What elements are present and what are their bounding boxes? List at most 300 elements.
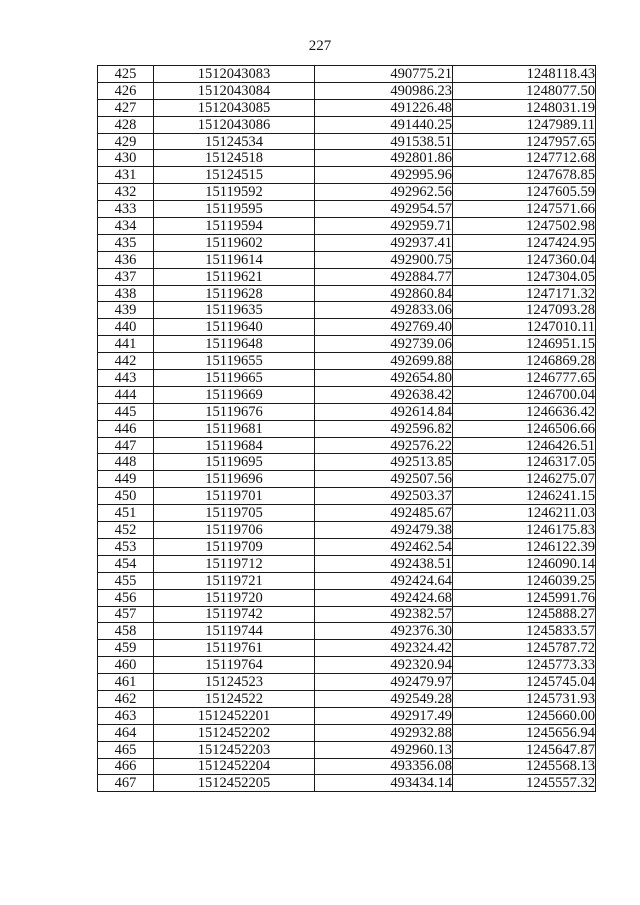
x-coordinate-value: 492833.06	[390, 302, 452, 319]
x-coordinate-cell	[315, 572, 453, 589]
x-coordinate-cell	[315, 741, 453, 758]
table-row	[98, 640, 596, 657]
point-id-cell: 1512043083	[154, 66, 315, 83]
y-coordinate-value: 1248077.50	[526, 82, 595, 99]
point-number-cell: 437	[98, 268, 154, 285]
x-coordinate-value: 492739.06	[390, 336, 452, 353]
y-coordinate-cell	[453, 353, 596, 370]
point-number-cell: 443	[98, 370, 154, 387]
x-coordinate-cell	[315, 167, 453, 184]
y-coordinate-value: 1246951.15	[526, 336, 595, 353]
x-coordinate-value: 492654.80	[390, 369, 452, 386]
x-coordinate-cell	[315, 184, 453, 201]
point-id-cell: 15119720	[154, 589, 315, 606]
table-row	[98, 234, 596, 251]
point-id-cell: 15119742	[154, 606, 315, 623]
table-row	[98, 538, 596, 555]
x-coordinate-value: 492324.42	[390, 640, 452, 657]
table-row	[98, 370, 596, 387]
x-coordinate-cell	[315, 657, 453, 674]
point-number-cell: 452	[98, 522, 154, 539]
x-coordinate-value: 492376.30	[390, 623, 452, 640]
y-coordinate-value: 1247605.59	[526, 184, 595, 201]
point-id-cell: 15124515	[154, 167, 315, 184]
y-coordinate-value: 1245787.72	[526, 640, 595, 657]
point-id-cell: 1512452201	[154, 707, 315, 724]
y-coordinate-cell	[453, 184, 596, 201]
x-coordinate-value: 492932.88	[390, 724, 452, 741]
point-number-cell: 433	[98, 201, 154, 218]
y-coordinate-cell	[453, 775, 596, 792]
y-coordinate-cell	[453, 555, 596, 572]
x-coordinate-cell	[315, 555, 453, 572]
y-coordinate-value: 1245745.04	[526, 674, 595, 690]
table-row	[98, 758, 596, 775]
x-coordinate-cell	[315, 690, 453, 707]
x-coordinate-value: 492954.57	[390, 201, 452, 218]
table-row	[98, 116, 596, 133]
x-coordinate-value: 492960.13	[390, 741, 452, 758]
y-coordinate-cell	[453, 386, 596, 403]
table-row	[98, 285, 596, 302]
y-coordinate-value: 1246039.25	[526, 572, 595, 589]
x-coordinate-value: 492576.22	[390, 437, 452, 454]
y-coordinate-cell	[453, 285, 596, 302]
y-coordinate-value: 1247957.65	[526, 133, 595, 150]
point-number-cell: 450	[98, 488, 154, 505]
point-number-cell: 427	[98, 99, 154, 116]
y-coordinate-cell	[453, 505, 596, 522]
y-coordinate-value: 1247360.04	[526, 251, 595, 268]
table-row	[98, 133, 596, 150]
table-row	[98, 336, 596, 353]
y-coordinate-value: 1246869.28	[526, 353, 595, 370]
y-coordinate-value: 1247712.68	[526, 150, 595, 167]
point-id-cell: 15119621	[154, 268, 315, 285]
point-id-cell: 15119602	[154, 234, 315, 251]
y-coordinate-cell	[453, 403, 596, 420]
y-coordinate-value: 1245647.87	[526, 741, 595, 758]
y-coordinate-cell	[453, 640, 596, 657]
table-row	[98, 66, 596, 83]
y-coordinate-cell	[453, 234, 596, 251]
y-coordinate-value: 1246426.51	[526, 437, 595, 454]
table-row	[98, 403, 596, 420]
y-coordinate-value: 1248031.19	[526, 99, 595, 116]
table-row	[98, 657, 596, 674]
x-coordinate-cell	[315, 538, 453, 555]
x-coordinate-value: 492549.28	[390, 690, 452, 707]
y-coordinate-value: 1246317.05	[526, 454, 595, 471]
point-number-cell: 447	[98, 437, 154, 454]
point-id-cell: 1512452205	[154, 775, 315, 792]
x-coordinate-cell	[315, 623, 453, 640]
coordinates-table	[97, 65, 596, 792]
x-coordinate-value: 492769.40	[390, 319, 452, 336]
y-coordinate-cell	[453, 133, 596, 150]
x-coordinate-value: 492479.97	[390, 674, 452, 690]
point-number-cell: 435	[98, 234, 154, 251]
y-coordinate-cell	[453, 623, 596, 640]
y-coordinate-cell	[453, 82, 596, 99]
x-coordinate-cell	[315, 201, 453, 218]
x-coordinate-cell	[315, 589, 453, 606]
x-coordinate-value: 492884.77	[390, 268, 452, 285]
y-coordinate-value: 1246175.83	[526, 521, 595, 538]
x-coordinate-cell	[315, 471, 453, 488]
x-coordinate-cell	[315, 150, 453, 167]
point-number-cell: 426	[98, 82, 154, 99]
x-coordinate-cell	[315, 336, 453, 353]
y-coordinate-cell	[453, 268, 596, 285]
y-coordinate-value: 1247304.05	[526, 268, 595, 285]
point-id-cell: 15119761	[154, 640, 315, 657]
y-coordinate-cell	[453, 690, 596, 707]
y-coordinate-cell	[453, 758, 596, 775]
x-coordinate-cell	[315, 99, 453, 116]
x-coordinate-value: 492900.75	[390, 251, 452, 268]
y-coordinate-cell	[453, 589, 596, 606]
x-coordinate-value: 492937.41	[390, 234, 452, 251]
x-coordinate-value: 492614.84	[390, 403, 452, 420]
y-coordinate-value: 1245731.93	[526, 690, 595, 707]
x-coordinate-value: 492962.56	[390, 184, 452, 201]
y-coordinate-cell	[453, 454, 596, 471]
table-row	[98, 99, 596, 116]
y-coordinate-cell	[453, 218, 596, 235]
x-coordinate-cell	[315, 724, 453, 741]
y-coordinate-cell	[453, 99, 596, 116]
point-id-cell: 1512452204	[154, 758, 315, 775]
y-coordinate-cell	[453, 336, 596, 353]
point-number-cell: 459	[98, 640, 154, 657]
x-coordinate-cell	[315, 437, 453, 454]
page-number: 227	[308, 38, 332, 54]
table-row	[98, 420, 596, 437]
table-row	[98, 707, 596, 724]
y-coordinate-value: 1247424.95	[526, 234, 595, 251]
point-number-cell: 438	[98, 285, 154, 302]
point-number-cell: 461	[98, 674, 154, 691]
x-coordinate-value: 493434.14	[390, 775, 452, 792]
point-number-cell: 462	[98, 690, 154, 707]
x-coordinate-cell	[315, 251, 453, 268]
x-coordinate-value: 492959.71	[390, 217, 452, 234]
point-number-cell: 453	[98, 538, 154, 555]
x-coordinate-cell	[315, 353, 453, 370]
point-id-cell: 1512452203	[154, 741, 315, 758]
point-id-cell: 15119705	[154, 505, 315, 522]
point-id-cell: 15119706	[154, 522, 315, 539]
x-coordinate-cell	[315, 420, 453, 437]
point-number-cell: 428	[98, 116, 154, 133]
point-id-cell: 15119744	[154, 623, 315, 640]
point-id-cell: 15119721	[154, 572, 315, 589]
point-id-cell: 15119712	[154, 555, 315, 572]
x-coordinate-value: 492438.51	[390, 555, 452, 572]
point-number-cell: 456	[98, 589, 154, 606]
x-coordinate-value: 491226.48	[390, 99, 452, 116]
table-row	[98, 218, 596, 235]
x-coordinate-cell	[315, 674, 453, 691]
point-id-cell: 15124534	[154, 133, 315, 150]
x-coordinate-value: 492424.64	[390, 572, 452, 589]
table-row	[98, 488, 596, 505]
y-coordinate-cell	[453, 66, 596, 83]
y-coordinate-cell	[453, 251, 596, 268]
point-number-cell: 457	[98, 606, 154, 623]
x-coordinate-cell	[315, 116, 453, 133]
x-coordinate-cell	[315, 522, 453, 539]
point-number-cell: 432	[98, 184, 154, 201]
point-number-cell: 454	[98, 555, 154, 572]
y-coordinate-cell	[453, 420, 596, 437]
y-coordinate-value: 1247010.11	[526, 319, 595, 336]
x-coordinate-value: 490775.21	[390, 65, 452, 82]
point-id-cell: 15119595	[154, 201, 315, 218]
x-coordinate-cell	[315, 234, 453, 251]
x-coordinate-cell	[315, 758, 453, 775]
point-id-cell: 15119676	[154, 403, 315, 420]
y-coordinate-value: 1248118.43	[526, 65, 595, 82]
table-row	[98, 302, 596, 319]
y-coordinate-cell	[453, 302, 596, 319]
point-number-cell: 464	[98, 724, 154, 741]
table-row	[98, 251, 596, 268]
point-id-cell: 15119614	[154, 251, 315, 268]
point-number-cell: 439	[98, 302, 154, 319]
x-coordinate-value: 492699.88	[390, 353, 452, 370]
table-row	[98, 741, 596, 758]
table-row	[98, 724, 596, 741]
x-coordinate-cell	[315, 370, 453, 387]
y-coordinate-value: 1245833.57	[526, 623, 595, 640]
y-coordinate-cell	[453, 370, 596, 387]
y-coordinate-value: 1247571.66	[526, 201, 595, 218]
point-id-cell: 15119655	[154, 353, 315, 370]
table-row	[98, 690, 596, 707]
y-coordinate-cell	[453, 724, 596, 741]
y-coordinate-value: 1246506.66	[526, 420, 595, 437]
point-number-cell: 449	[98, 471, 154, 488]
table-row	[98, 606, 596, 623]
y-coordinate-value: 1245557.32	[526, 775, 595, 792]
x-coordinate-value: 491440.25	[390, 116, 452, 133]
x-coordinate-value: 492320.94	[390, 657, 452, 674]
x-coordinate-cell	[315, 454, 453, 471]
table-row	[98, 522, 596, 539]
point-id-cell: 15119640	[154, 319, 315, 336]
point-number-cell: 425	[98, 66, 154, 83]
y-coordinate-value: 1246275.07	[526, 471, 595, 488]
y-coordinate-value: 1246211.03	[526, 505, 595, 522]
x-coordinate-value: 492995.96	[390, 167, 452, 184]
point-id-cell: 1512452202	[154, 724, 315, 741]
table-row	[98, 268, 596, 285]
x-coordinate-cell	[315, 707, 453, 724]
point-number-cell: 440	[98, 319, 154, 336]
x-coordinate-cell	[315, 82, 453, 99]
point-number-cell: 445	[98, 403, 154, 420]
point-id-cell: 15119764	[154, 657, 315, 674]
y-coordinate-cell	[453, 674, 596, 691]
point-id-cell: 15119594	[154, 218, 315, 235]
y-coordinate-cell	[453, 201, 596, 218]
table-row	[98, 454, 596, 471]
y-coordinate-value: 1245991.76	[526, 589, 595, 606]
y-coordinate-value: 1246090.14	[526, 555, 595, 572]
point-id-cell: 15119669	[154, 386, 315, 403]
x-coordinate-value: 492424.68	[390, 589, 452, 606]
coordinates-table-body	[98, 66, 596, 792]
table-row	[98, 184, 596, 201]
y-coordinate-value: 1247678.85	[526, 167, 595, 184]
point-id-cell: 15119684	[154, 437, 315, 454]
point-id-cell: 15119628	[154, 285, 315, 302]
coordinates-table-container	[97, 65, 596, 792]
point-id-cell: 15119701	[154, 488, 315, 505]
point-number-cell: 431	[98, 167, 154, 184]
point-id-cell: 15119696	[154, 471, 315, 488]
x-coordinate-value: 490986.23	[390, 82, 452, 99]
y-coordinate-cell	[453, 538, 596, 555]
x-coordinate-value: 492479.38	[390, 521, 452, 538]
table-row	[98, 437, 596, 454]
table-row	[98, 505, 596, 522]
point-number-cell: 430	[98, 150, 154, 167]
y-coordinate-cell	[453, 606, 596, 623]
x-coordinate-cell	[315, 302, 453, 319]
x-coordinate-cell	[315, 268, 453, 285]
y-coordinate-cell	[453, 572, 596, 589]
point-id-cell: 15119681	[154, 420, 315, 437]
y-coordinate-value: 1245568.13	[526, 758, 595, 775]
y-coordinate-value: 1245656.94	[526, 724, 595, 741]
x-coordinate-value: 491538.51	[390, 133, 452, 150]
point-id-cell: 1512043084	[154, 82, 315, 99]
point-id-cell: 15124518	[154, 150, 315, 167]
x-coordinate-value: 492382.57	[390, 606, 452, 623]
point-number-cell: 465	[98, 741, 154, 758]
point-number-cell: 451	[98, 505, 154, 522]
point-number-cell: 442	[98, 353, 154, 370]
point-number-cell: 444	[98, 386, 154, 403]
point-number-cell: 463	[98, 707, 154, 724]
x-coordinate-value: 492507.56	[390, 471, 452, 488]
table-row	[98, 775, 596, 792]
table-row	[98, 167, 596, 184]
point-number-cell: 466	[98, 758, 154, 775]
y-coordinate-value: 1247502.98	[526, 217, 595, 234]
x-coordinate-value: 492503.37	[390, 488, 452, 505]
y-coordinate-value: 1247989.11	[526, 116, 595, 133]
y-coordinate-value: 1246241.15	[526, 488, 595, 505]
y-coordinate-value: 1246700.04	[526, 386, 595, 403]
point-number-cell: 436	[98, 251, 154, 268]
x-coordinate-cell	[315, 640, 453, 657]
table-row	[98, 623, 596, 640]
point-number-cell: 446	[98, 420, 154, 437]
x-coordinate-cell	[315, 775, 453, 792]
table-row	[98, 589, 596, 606]
x-coordinate-cell	[315, 403, 453, 420]
x-coordinate-cell	[315, 386, 453, 403]
y-coordinate-value: 1246636.42	[526, 403, 595, 420]
table-row	[98, 150, 596, 167]
x-coordinate-value: 492638.42	[390, 386, 452, 403]
point-id-cell: 15119648	[154, 336, 315, 353]
x-coordinate-value: 492596.82	[390, 420, 452, 437]
point-id-cell: 1512043086	[154, 116, 315, 133]
x-coordinate-cell	[315, 319, 453, 336]
table-row	[98, 471, 596, 488]
y-coordinate-cell	[453, 522, 596, 539]
y-coordinate-value: 1247171.32	[526, 285, 595, 302]
x-coordinate-cell	[315, 285, 453, 302]
y-coordinate-cell	[453, 319, 596, 336]
point-number-cell: 458	[98, 623, 154, 640]
x-coordinate-cell	[315, 488, 453, 505]
x-coordinate-value: 492860.84	[390, 285, 452, 302]
x-coordinate-value: 492462.54	[390, 538, 452, 555]
y-coordinate-cell	[453, 167, 596, 184]
x-coordinate-value: 492513.85	[390, 454, 452, 471]
point-number-cell: 434	[98, 218, 154, 235]
table-row	[98, 386, 596, 403]
x-coordinate-value: 493356.08	[390, 758, 452, 775]
y-coordinate-cell	[453, 437, 596, 454]
x-coordinate-value: 492485.67	[390, 505, 452, 522]
x-coordinate-cell	[315, 133, 453, 150]
y-coordinate-cell	[453, 741, 596, 758]
point-id-cell: 15119635	[154, 302, 315, 319]
point-number-cell: 460	[98, 657, 154, 674]
y-coordinate-cell	[453, 471, 596, 488]
x-coordinate-cell	[315, 218, 453, 235]
table-row	[98, 353, 596, 370]
point-id-cell: 15124522	[154, 690, 315, 707]
x-coordinate-cell	[315, 66, 453, 83]
point-number-cell: 455	[98, 572, 154, 589]
point-number-cell: 441	[98, 336, 154, 353]
y-coordinate-value: 1245773.33	[526, 657, 595, 674]
x-coordinate-value: 492917.49	[390, 707, 452, 724]
table-row	[98, 674, 596, 691]
table-row	[98, 555, 596, 572]
table-row	[98, 201, 596, 218]
y-coordinate-value: 1245888.27	[526, 606, 595, 623]
x-coordinate-value: 492801.86	[390, 150, 452, 167]
point-id-cell: 15119665	[154, 370, 315, 387]
y-coordinate-cell	[453, 707, 596, 724]
y-coordinate-cell	[453, 488, 596, 505]
y-coordinate-cell	[453, 116, 596, 133]
point-number-cell: 429	[98, 133, 154, 150]
y-coordinate-value: 1245660.00	[526, 707, 595, 724]
y-coordinate-cell	[453, 150, 596, 167]
point-number-cell: 448	[98, 454, 154, 471]
point-id-cell: 15124523	[154, 674, 315, 691]
y-coordinate-cell	[453, 657, 596, 674]
y-coordinate-value: 1247093.28	[526, 302, 595, 319]
point-id-cell: 15119592	[154, 184, 315, 201]
y-coordinate-value: 1246122.39	[526, 538, 595, 555]
x-coordinate-cell	[315, 505, 453, 522]
y-coordinate-value: 1246777.65	[526, 369, 595, 386]
x-coordinate-cell	[315, 606, 453, 623]
point-id-cell: 15119695	[154, 454, 315, 471]
point-id-cell: 1512043085	[154, 99, 315, 116]
